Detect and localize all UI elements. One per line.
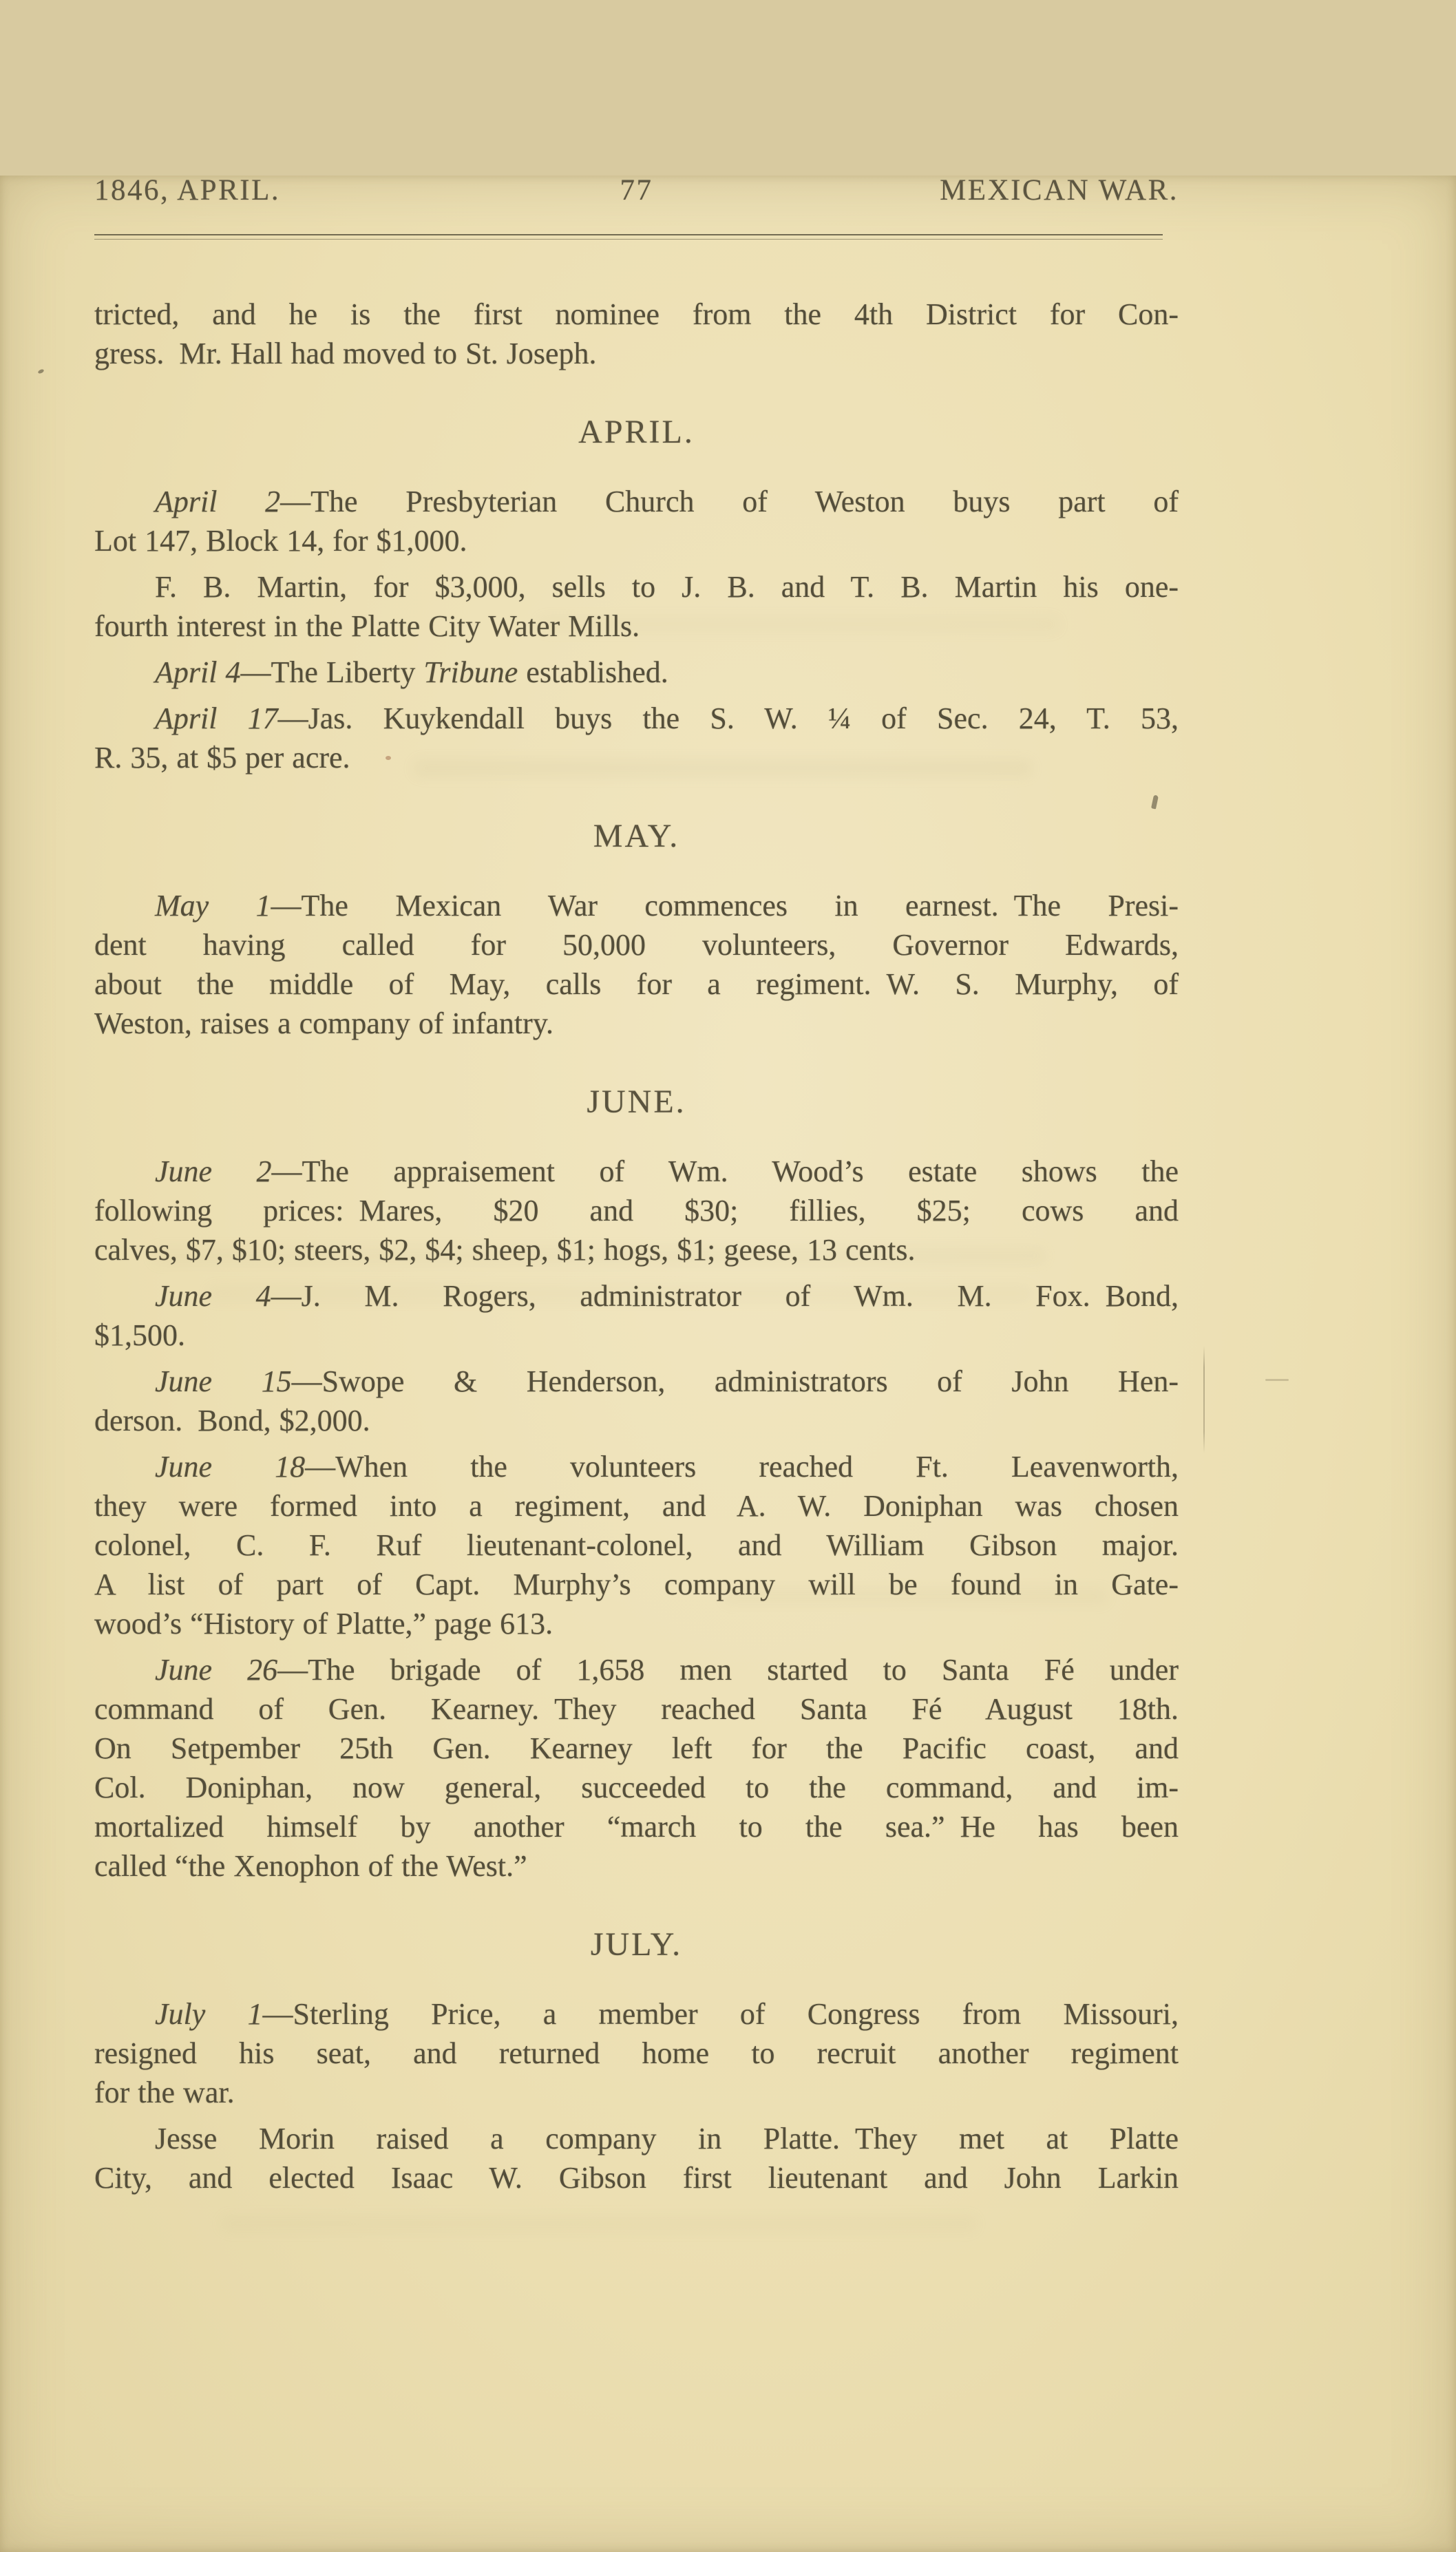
text-line bbox=[94, 1604, 1179, 1643]
text-line bbox=[94, 2119, 1179, 2158]
text-run: they were formed into a regiment, and A. W. Doniphan was chosen bbox=[94, 1489, 1179, 1523]
paragraph bbox=[94, 1276, 1179, 1355]
paragraph bbox=[94, 295, 1179, 373]
text-run: established. bbox=[518, 655, 668, 689]
paragraph bbox=[94, 482, 1179, 560]
text-line bbox=[94, 1729, 1179, 1768]
text-run: resigned his seat, and returned home to recruit another regiment bbox=[94, 2036, 1179, 2070]
text-line bbox=[94, 1362, 1179, 1401]
italic-text: April 4 bbox=[155, 655, 241, 689]
running-title-left: 1846, APRIL. bbox=[94, 174, 281, 207]
text-run: calves, $7, $10; steers, $2, $4; sheep, $1; hogs, $1; geese, 13 cents. bbox=[94, 1233, 916, 1267]
italic-text: April 17 bbox=[155, 702, 278, 735]
text-line bbox=[94, 334, 1179, 373]
paragraph bbox=[94, 699, 1179, 777]
text-run: —J. M. Rogers, administrator of Wm. M. Fox. Bond, bbox=[271, 1279, 1179, 1313]
running-title-right: MEXICAN WAR. bbox=[940, 174, 1179, 207]
month-heading: MAY. bbox=[593, 818, 680, 854]
text-line bbox=[94, 2034, 1179, 2073]
month-heading: JULY. bbox=[590, 1926, 683, 1963]
text-line bbox=[94, 1004, 1179, 1043]
text-run: —The appraisement of Wm. Wood’s estate shows the bbox=[271, 1154, 1179, 1188]
text-run: mortalized himself by another “march to the sea.” He has been bbox=[94, 1810, 1179, 1844]
italic-text: May 1 bbox=[155, 889, 271, 922]
text-line bbox=[94, 482, 1179, 521]
text-line bbox=[94, 1316, 1179, 1355]
text-line bbox=[94, 1846, 1179, 1886]
text-run: Lot 147, Block 14, for $1,000. bbox=[94, 524, 467, 558]
text-run: dent having called for 50,000 volunteers, Governor Edwards, bbox=[94, 928, 1179, 962]
italic-text: June 18 bbox=[155, 1450, 306, 1484]
paragraph bbox=[94, 653, 1179, 692]
header-rule bbox=[94, 234, 1163, 240]
text-run: City, and elected Isaac W. Gibson first lieutenant and John Larkin bbox=[94, 2161, 1179, 2195]
text-line bbox=[94, 1152, 1179, 1191]
page-body bbox=[94, 295, 1179, 2197]
text-run: for the war. bbox=[94, 2076, 235, 2109]
text-line bbox=[94, 699, 1179, 738]
page-header bbox=[94, 176, 1179, 205]
text-line bbox=[94, 1650, 1179, 1689]
text-run: about the middle of May, calls for a regiment. W. S. Murphy, of bbox=[94, 967, 1179, 1001]
paragraph bbox=[94, 567, 1179, 646]
text-line bbox=[94, 2073, 1179, 2112]
text-line bbox=[94, 1768, 1179, 1807]
text-run: —Jas. Kuykendall buys the S. W. ¼ of Sec. 24, T. 53, bbox=[277, 702, 1179, 735]
paragraph bbox=[94, 1650, 1179, 1886]
paragraph bbox=[94, 1152, 1179, 1269]
text-line bbox=[94, 1486, 1179, 1526]
showthrough-smudge bbox=[220, 2215, 978, 2233]
paragraph bbox=[94, 1447, 1179, 1643]
text-run: following prices: Mares, $20 and $30; fillies, $25; cows and bbox=[94, 1194, 1179, 1227]
italic-text: April 2 bbox=[155, 485, 281, 518]
paragraph bbox=[94, 1362, 1179, 1440]
italic-text: June 26 bbox=[155, 1653, 278, 1687]
text-run: Jesse Morin raised a company in Platte. They met at Platte bbox=[155, 2122, 1179, 2155]
month-heading: JUNE. bbox=[587, 1084, 686, 1120]
italic-text: June 4 bbox=[155, 1279, 271, 1313]
text-run: F. B. Martin, for $3,000, sells to J. B. and T. B. Martin his one- bbox=[155, 570, 1179, 604]
text-line bbox=[94, 886, 1179, 925]
text-run: derson. Bond, $2,000. bbox=[94, 1404, 370, 1437]
text-run: called “the Xenophon of the West.” bbox=[94, 1849, 527, 1883]
text-run: Col. Doniphan, now general, succeeded to the command, and im- bbox=[94, 1771, 1179, 1804]
text-line bbox=[94, 1807, 1179, 1846]
text-run: —Sterling Price, a member of Congress from Missouri, bbox=[262, 1997, 1179, 2031]
text-run: —The Mexican War commences in earnest. The Presi- bbox=[271, 889, 1179, 922]
text-line bbox=[94, 1447, 1179, 1486]
italic-text: June 15 bbox=[155, 1364, 292, 1398]
text-line bbox=[94, 1526, 1179, 1565]
italic-text: Tribune bbox=[423, 655, 518, 689]
text-run: gress. Mr. Hall had moved to St. Joseph. bbox=[94, 337, 597, 370]
text-run: —When the volunteers reached Ft. Leavenworth, bbox=[305, 1450, 1179, 1484]
text-line bbox=[94, 1191, 1179, 1230]
text-line bbox=[94, 738, 1179, 777]
paragraph bbox=[94, 886, 1179, 1043]
text-line bbox=[94, 1230, 1179, 1269]
text-run: tricted, and he is the first nominee from the 4th District for Con- bbox=[94, 297, 1179, 331]
text-line bbox=[94, 567, 1179, 607]
text-run: On Setpember 25th Gen. Kearney left for the Pacific coast, and bbox=[94, 1731, 1179, 1765]
text-line bbox=[94, 1565, 1179, 1604]
text-line bbox=[94, 295, 1179, 334]
italic-text: June 2 bbox=[155, 1154, 272, 1188]
paragraph bbox=[94, 2119, 1179, 2197]
text-line bbox=[94, 925, 1179, 964]
month-heading: APRIL. bbox=[578, 414, 695, 450]
text-line bbox=[94, 964, 1179, 1004]
text-run: —The Presbyterian Church of Weston buys part of bbox=[280, 485, 1179, 518]
italic-text: July 1 bbox=[155, 1997, 263, 2031]
paragraph bbox=[94, 1994, 1179, 2112]
scanned-page bbox=[0, 176, 1456, 2552]
text-line bbox=[94, 521, 1179, 560]
text-line bbox=[94, 1689, 1179, 1729]
page-number: 77 bbox=[620, 174, 653, 207]
text-run: fourth interest in the Platte City Water Mills. bbox=[94, 609, 640, 643]
text-run: wood’s “History of Platte,” page 613. bbox=[94, 1607, 553, 1641]
text-line bbox=[94, 1401, 1179, 1440]
text-run: colonel, C. F. Ruf lieutenant-colonel, and William Gibson major. bbox=[94, 1528, 1179, 1562]
text-line bbox=[94, 653, 1179, 692]
text-line bbox=[94, 2158, 1179, 2197]
text-run: —Swope & Henderson, administrators of John Hen- bbox=[291, 1364, 1179, 1398]
text-line bbox=[94, 1276, 1179, 1316]
text-run: Weston, raises a company of infantry. bbox=[94, 1006, 553, 1040]
text-run: command of Gen. Kearney. They reached Santa Fé August 18th. bbox=[94, 1692, 1179, 1726]
text-run: —The Liberty bbox=[240, 655, 424, 689]
text-run: R. 35, at $5 per acre. bbox=[94, 741, 350, 774]
text-line bbox=[94, 607, 1179, 646]
text-run: A list of part of Capt. Murphy’s company will be found in Gate- bbox=[94, 1568, 1179, 1601]
text-line bbox=[94, 1994, 1179, 2034]
text-run: —The brigade of 1,658 men started to Santa Fé under bbox=[277, 1653, 1179, 1687]
text-run: $1,500. bbox=[94, 1318, 185, 1352]
